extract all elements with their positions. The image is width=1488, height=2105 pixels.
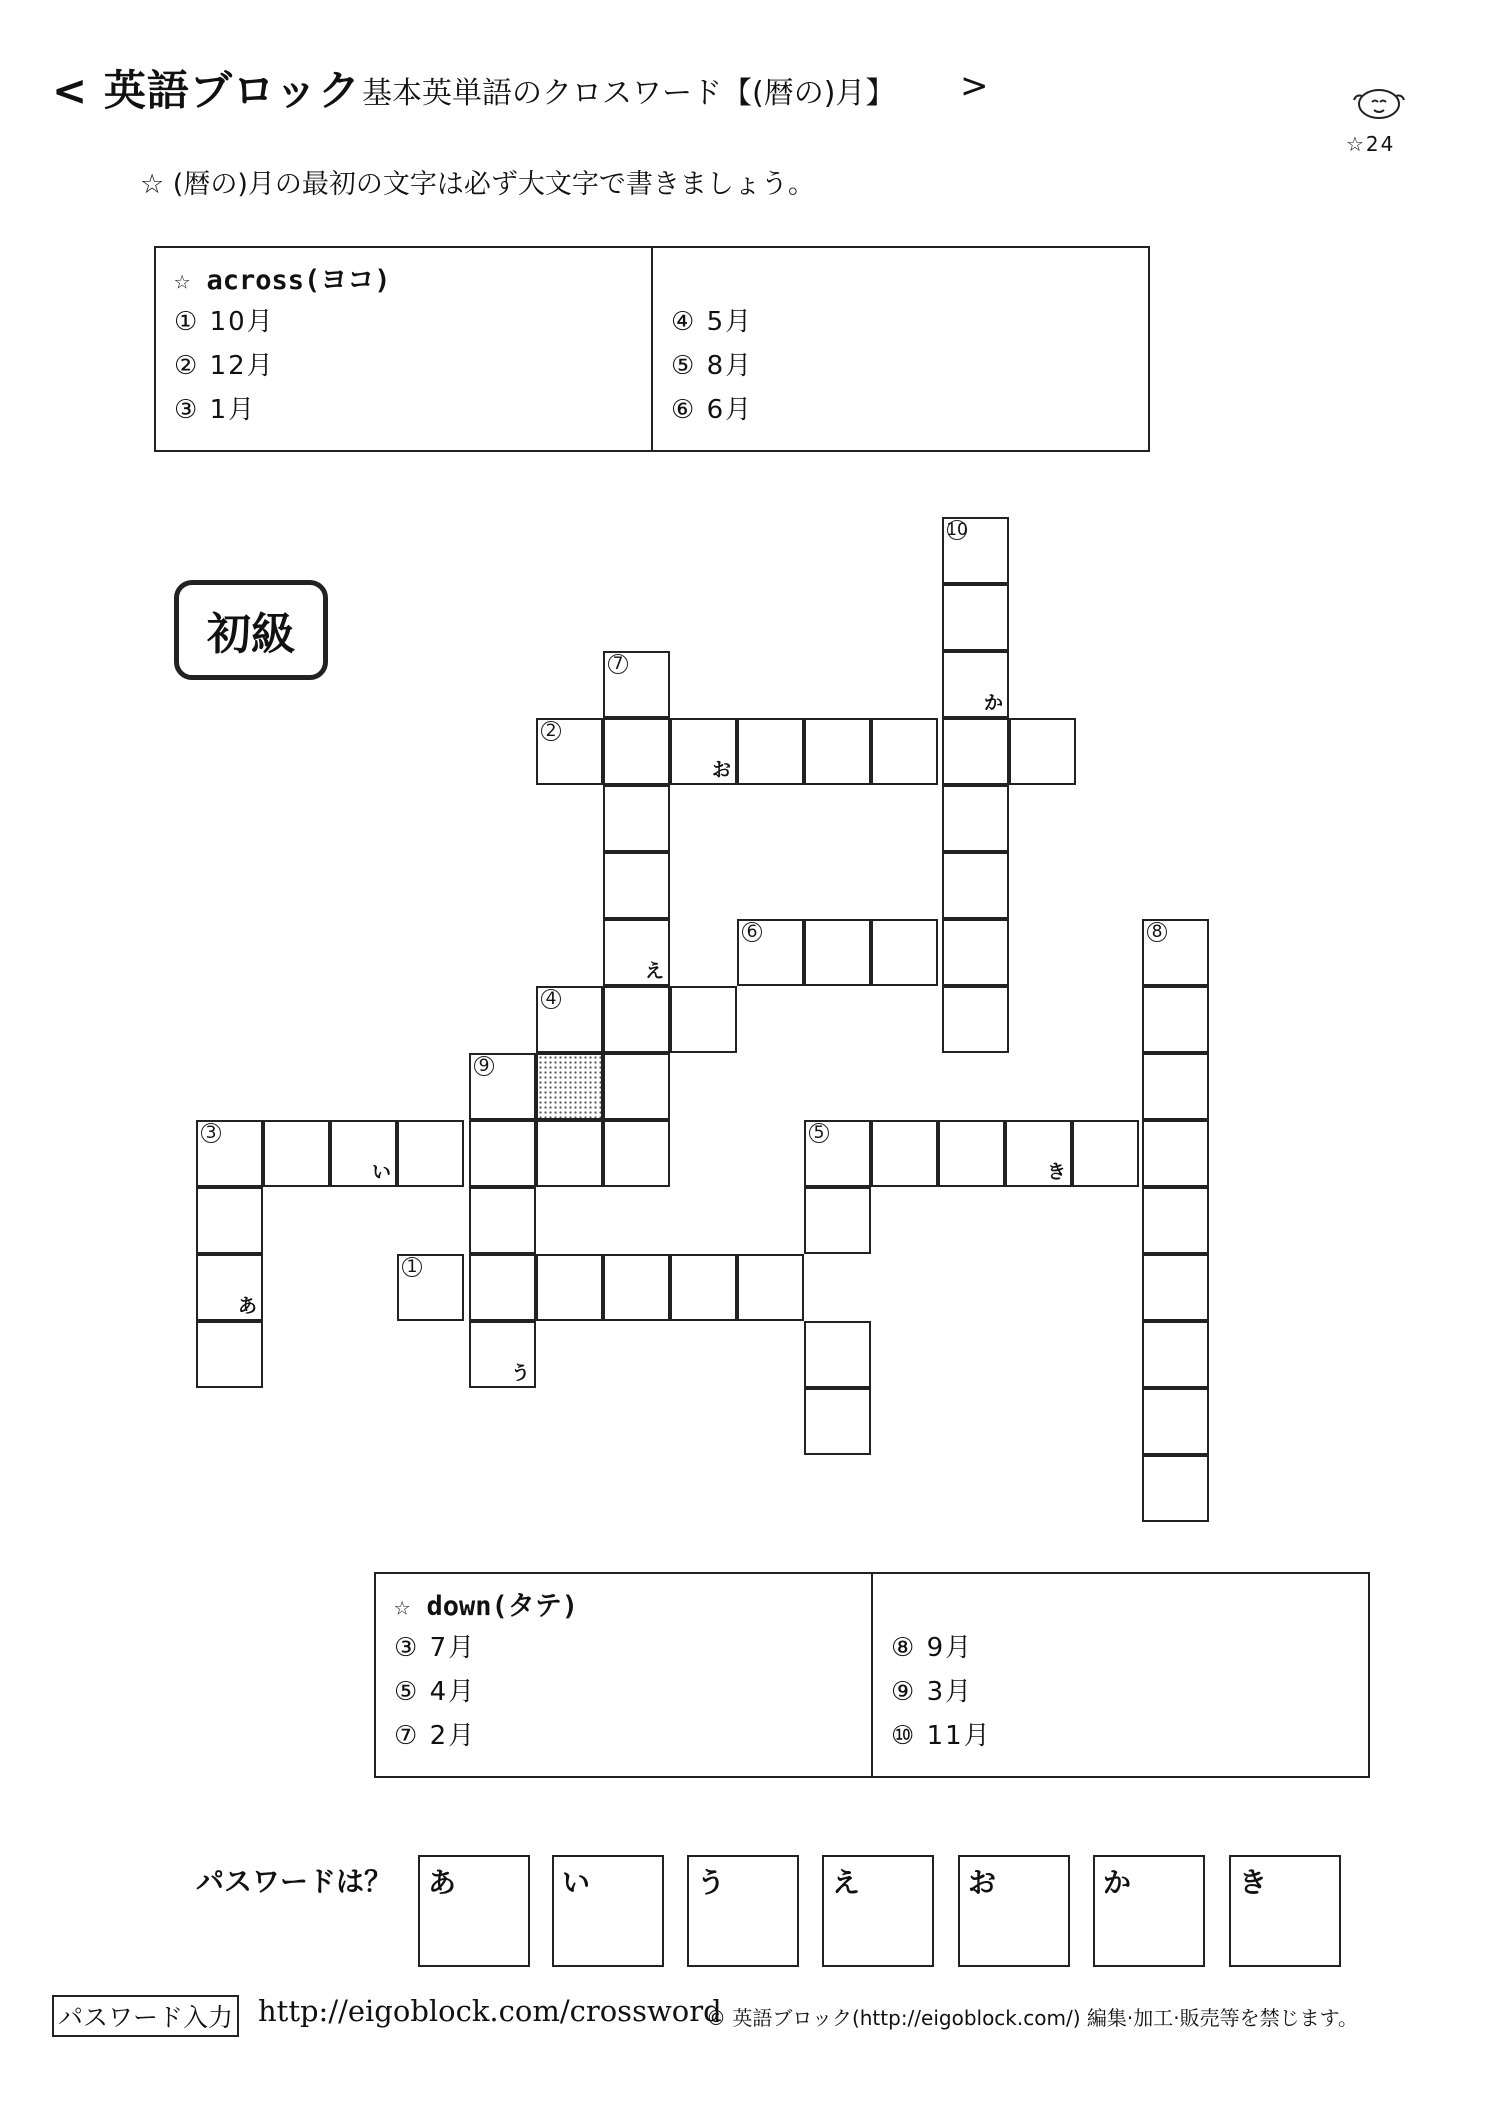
grid-cell[interactable] bbox=[942, 785, 1009, 852]
grid-cell[interactable] bbox=[942, 651, 1009, 718]
grid-cell[interactable] bbox=[942, 986, 1009, 1053]
across-clue-6: ⑥ 6月 bbox=[671, 395, 754, 425]
grid-cell[interactable] bbox=[1142, 1187, 1209, 1254]
page-title: 基本英単語のクロスワード【(暦の)月】 bbox=[362, 76, 896, 111]
password-box-letter: か bbox=[1103, 1866, 1132, 1899]
grid-cell[interactable] bbox=[1072, 1120, 1139, 1187]
grid-cell[interactable] bbox=[330, 1120, 397, 1187]
grid-cell[interactable] bbox=[1005, 1120, 1072, 1187]
grid-cell[interactable] bbox=[469, 1120, 536, 1187]
password-box-e[interactable] bbox=[822, 1855, 934, 1967]
grid-cell[interactable] bbox=[942, 919, 1009, 986]
grid-cell[interactable] bbox=[1142, 1455, 1209, 1522]
down-clue-9: ⑨ 3月 bbox=[891, 1677, 974, 1707]
clue-number: 6 bbox=[742, 922, 762, 942]
grid-cell[interactable] bbox=[603, 1254, 670, 1321]
grid-cell[interactable] bbox=[871, 718, 938, 785]
grid-cell[interactable] bbox=[1142, 1254, 1209, 1321]
grid-cell[interactable] bbox=[942, 517, 1009, 584]
password-box-letter: う bbox=[697, 1866, 726, 1899]
grid-cell[interactable] bbox=[1142, 1321, 1209, 1388]
grid-cell[interactable] bbox=[196, 1254, 263, 1321]
difficulty-stars: ☆24 bbox=[1346, 132, 1396, 156]
clue-number: 4 bbox=[541, 989, 561, 1009]
grid-cell[interactable] bbox=[536, 986, 603, 1053]
across-clue-3: ③ 1月 bbox=[174, 395, 257, 425]
grid-cell[interactable] bbox=[196, 1120, 263, 1187]
clue-number: 1 bbox=[402, 1257, 422, 1277]
password-box-o[interactable] bbox=[958, 1855, 1070, 1967]
down-clue-box bbox=[374, 1572, 1370, 1778]
grid-cell[interactable] bbox=[536, 1254, 603, 1321]
hiragana-marker: え bbox=[644, 960, 664, 982]
password-box-letter: い bbox=[562, 1866, 591, 1899]
across-clue-2: ② 12月 bbox=[174, 351, 275, 381]
grid-cell[interactable] bbox=[737, 718, 804, 785]
across-clues-left bbox=[156, 248, 651, 450]
password-box-i[interactable] bbox=[552, 1855, 664, 1967]
down-heading: ☆ down(タテ) bbox=[394, 1591, 579, 1622]
across-clue-4: ④ 5月 bbox=[671, 307, 754, 337]
grid-cell[interactable] bbox=[942, 718, 1009, 785]
level-badge: 初級 bbox=[174, 580, 328, 680]
grid-cell[interactable] bbox=[536, 1120, 603, 1187]
grid-cell[interactable] bbox=[603, 919, 670, 986]
clue-number: 3 bbox=[201, 1123, 221, 1143]
down-clue-10: ⑩ 11月 bbox=[891, 1721, 992, 1751]
clue-number: 8 bbox=[1147, 922, 1167, 942]
across-clue-box bbox=[154, 246, 1150, 452]
grid-cell[interactable] bbox=[804, 1321, 871, 1388]
grid-cell[interactable] bbox=[804, 919, 871, 986]
clue-number: 7 bbox=[608, 654, 628, 674]
across-clue-1: ① 10月 bbox=[174, 307, 275, 337]
copyright-text: © 英語ブロック(http://eigoblock.com/) 編集·加工·販売等を禁じます。 bbox=[706, 2006, 1358, 2030]
grid-cell[interactable] bbox=[1142, 1388, 1209, 1455]
grid-cell[interactable] bbox=[670, 718, 737, 785]
title-close-bracket: > bbox=[960, 66, 989, 106]
down-clue-5: ⑤ 4月 bbox=[394, 1677, 477, 1707]
across-clue-5: ⑤ 8月 bbox=[671, 351, 754, 381]
password-box-ka[interactable] bbox=[1093, 1855, 1205, 1967]
grid-cell[interactable] bbox=[938, 1120, 1005, 1187]
grid-cell[interactable] bbox=[942, 584, 1009, 651]
grid-cell[interactable] bbox=[804, 1388, 871, 1455]
down-clue-8: ⑧ 9月 bbox=[891, 1633, 974, 1663]
down-clue-3: ③ 7月 bbox=[394, 1633, 477, 1663]
clue-number: 5 bbox=[809, 1123, 829, 1143]
password-box-letter: お bbox=[968, 1866, 997, 1899]
grid-cell[interactable] bbox=[804, 1187, 871, 1254]
grid-cell[interactable] bbox=[469, 1321, 536, 1388]
clue-number: 9 bbox=[474, 1056, 494, 1076]
grid-cell[interactable] bbox=[603, 651, 670, 718]
blocked-cell bbox=[536, 1053, 603, 1120]
grid-cell[interactable] bbox=[469, 1254, 536, 1321]
grid-cell[interactable] bbox=[1142, 919, 1209, 986]
instruction-text: ☆ (暦の)月の最初の文字は必ず大文字で書きましょう。 bbox=[140, 169, 815, 200]
grid-cell[interactable] bbox=[263, 1120, 330, 1187]
grid-cell[interactable] bbox=[603, 1053, 670, 1120]
grid-cell[interactable] bbox=[1009, 718, 1076, 785]
brand-logo: < 英語ブロック bbox=[52, 66, 361, 115]
clue-number: 2 bbox=[541, 721, 561, 741]
hiragana-marker: い bbox=[371, 1161, 391, 1183]
password-box-ki[interactable] bbox=[1229, 1855, 1341, 1967]
password-box-letter: き bbox=[1239, 1866, 1268, 1899]
hiragana-marker: あ bbox=[237, 1295, 257, 1317]
password-box-letter: え bbox=[832, 1866, 861, 1899]
grid-cell[interactable] bbox=[196, 1321, 263, 1388]
grid-cell[interactable] bbox=[804, 1120, 871, 1187]
crossword-url-link[interactable]: http://eigoblock.com/crossword bbox=[258, 1994, 722, 2028]
grid-cell[interactable] bbox=[871, 1120, 938, 1187]
hiragana-marker: お bbox=[711, 759, 731, 781]
hiragana-marker: う bbox=[510, 1362, 530, 1384]
grid-cell[interactable] bbox=[603, 785, 670, 852]
grid-cell[interactable] bbox=[603, 852, 670, 919]
grid-cell[interactable] bbox=[603, 718, 670, 785]
grid-cell[interactable] bbox=[942, 718, 1009, 785]
grid-cell[interactable] bbox=[804, 718, 871, 785]
grid-cell[interactable] bbox=[737, 919, 804, 986]
grid-cell[interactable] bbox=[942, 852, 1009, 919]
grid-cell[interactable] bbox=[397, 1120, 464, 1187]
grid-cell[interactable] bbox=[871, 919, 938, 986]
grid-cell[interactable] bbox=[1142, 986, 1209, 1053]
face-icon bbox=[1352, 82, 1406, 122]
password-label: パスワードは？ bbox=[196, 1865, 393, 1898]
password-box-u[interactable] bbox=[687, 1855, 799, 1967]
password-box-a[interactable] bbox=[418, 1855, 530, 1967]
grid-cell[interactable] bbox=[737, 1254, 804, 1321]
across-heading: ☆ across(ヨコ) bbox=[174, 265, 391, 296]
down-clues-right bbox=[871, 1574, 1368, 1776]
grid-cell[interactable] bbox=[1142, 1120, 1209, 1187]
grid-cell[interactable] bbox=[196, 1187, 263, 1254]
hiragana-marker: き bbox=[1046, 1161, 1066, 1183]
grid-cell[interactable] bbox=[469, 1053, 536, 1120]
grid-cell[interactable] bbox=[670, 1254, 737, 1321]
grid-cell[interactable] bbox=[397, 1254, 464, 1321]
hiragana-marker: か bbox=[983, 692, 1003, 714]
grid-cell[interactable] bbox=[536, 718, 603, 785]
grid-cell[interactable] bbox=[670, 986, 737, 1053]
password-box-letter: あ bbox=[428, 1866, 457, 1899]
grid-cell[interactable] bbox=[1142, 1053, 1209, 1120]
grid-cell[interactable] bbox=[603, 1120, 670, 1187]
down-clues-left bbox=[376, 1574, 871, 1776]
password-entry-button[interactable]: パスワード入力 bbox=[52, 1995, 239, 2037]
clue-number: 10 bbox=[946, 519, 968, 540]
grid-cell[interactable] bbox=[603, 986, 670, 1053]
grid-cell[interactable] bbox=[469, 1187, 536, 1254]
across-clues-right bbox=[651, 248, 1148, 450]
down-clue-7: ⑦ 2月 bbox=[394, 1721, 477, 1751]
